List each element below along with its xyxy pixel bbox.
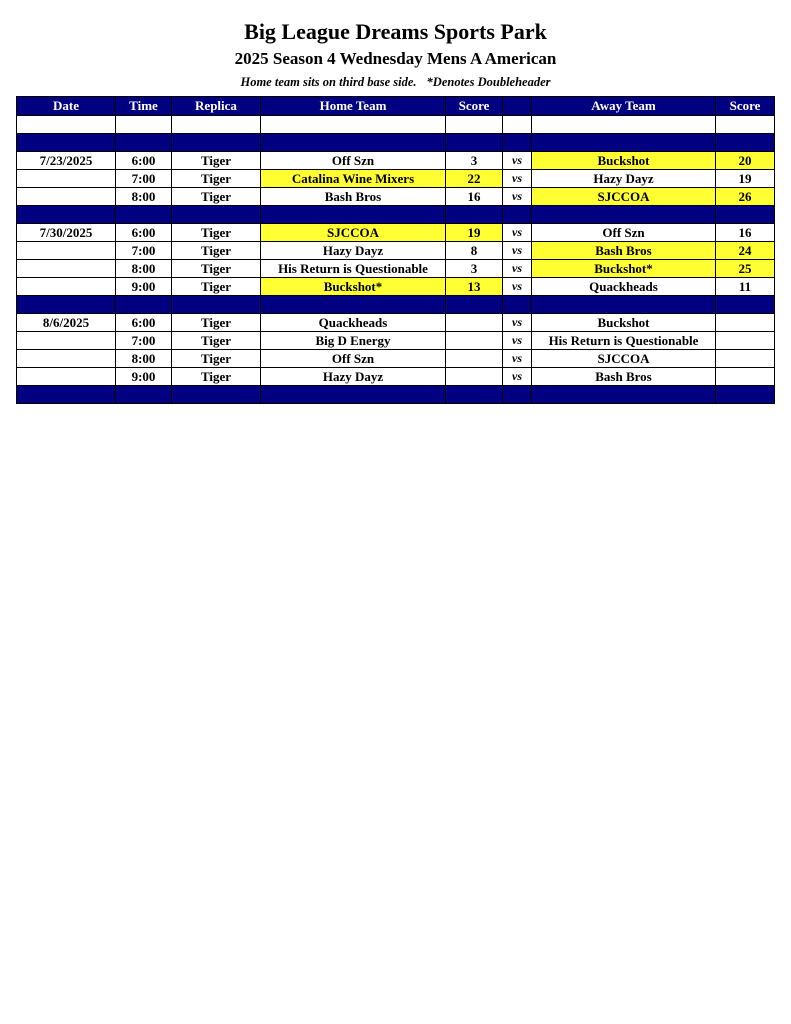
empty-cell [503,386,532,404]
game-time: 7:00 [116,170,172,188]
away-team: Buckshot* [532,260,716,278]
game-date [17,242,116,260]
empty-cell [446,206,503,224]
away-score: 24 [716,242,775,260]
game-date [17,350,116,368]
empty-cell [716,134,775,152]
game-time: 6:00 [116,314,172,332]
home-score: 22 [446,170,503,188]
away-score: 26 [716,188,775,206]
empty-cell [17,134,116,152]
home-team: SJCCOA [261,224,446,242]
home-team: Off Szn [261,350,446,368]
separator-row [17,296,775,314]
game-date [17,368,116,386]
home-team: Quackheads [261,314,446,332]
game-field: Tiger [172,242,261,260]
game-date [17,260,116,278]
game-row [17,278,775,296]
home-team: Hazy Dayz [261,368,446,386]
col-header-home-score: Score [446,97,503,116]
vs-label: vs [503,278,532,296]
home-team: His Return is Questionable [261,260,446,278]
away-score: 16 [716,224,775,242]
home-score [446,314,503,332]
away-team: Bash Bros [532,242,716,260]
game-time: 8:00 [116,188,172,206]
home-score: 3 [446,152,503,170]
vs-label: vs [503,224,532,242]
empty-cell [172,134,261,152]
game-time: 6:00 [116,224,172,242]
game-field: Tiger [172,350,261,368]
col-header-vs [503,97,532,116]
empty-cell [532,296,716,314]
page-header [0,18,791,90]
home-side-note: Home team sits on third base side. [240,75,417,89]
empty-cell [116,386,172,404]
game-row [17,368,775,386]
game-row [17,170,775,188]
blank-row [17,116,775,134]
home-team: Catalina Wine Mixers [261,170,446,188]
home-team: Hazy Dayz [261,242,446,260]
game-date: 7/23/2025 [17,152,116,170]
game-time: 8:00 [116,350,172,368]
schedule-note [0,74,791,90]
game-row [17,152,775,170]
away-score: 11 [716,278,775,296]
empty-cell [116,116,172,134]
vs-label: vs [503,152,532,170]
vs-label: vs [503,350,532,368]
empty-cell [261,134,446,152]
empty-cell [532,134,716,152]
away-team: SJCCOA [532,350,716,368]
game-field: Tiger [172,368,261,386]
away-team: Quackheads [532,278,716,296]
game-row [17,188,775,206]
home-team: Big D Energy [261,332,446,350]
game-field: Tiger [172,314,261,332]
empty-cell [116,134,172,152]
game-row [17,332,775,350]
game-field: Tiger [172,260,261,278]
header-row [17,97,775,116]
empty-cell [503,296,532,314]
home-score [446,332,503,350]
away-score: 19 [716,170,775,188]
empty-cell [503,134,532,152]
game-time: 8:00 [116,260,172,278]
empty-cell [261,116,446,134]
game-field: Tiger [172,332,261,350]
game-date [17,332,116,350]
col-header-replica: Replica [172,97,261,116]
empty-cell [532,386,716,404]
home-score: 13 [446,278,503,296]
game-row [17,314,775,332]
away-score [716,332,775,350]
separator-row [17,134,775,152]
game-row [17,350,775,368]
home-score: 19 [446,224,503,242]
game-date: 7/30/2025 [17,224,116,242]
empty-cell [17,386,116,404]
home-score [446,350,503,368]
game-row [17,260,775,278]
empty-cell [116,206,172,224]
game-time: 7:00 [116,332,172,350]
separator-row [17,386,775,404]
game-row [17,242,775,260]
game-field: Tiger [172,224,261,242]
home-team: Off Szn [261,152,446,170]
away-team: Hazy Dayz [532,170,716,188]
game-field: Tiger [172,152,261,170]
away-team: Buckshot [532,152,716,170]
empty-cell [172,296,261,314]
col-header-away-score: Score [716,97,775,116]
empty-cell [261,386,446,404]
game-field: Tiger [172,278,261,296]
empty-cell [532,116,716,134]
vs-label: vs [503,314,532,332]
home-score: 16 [446,188,503,206]
empty-cell [17,206,116,224]
empty-cell [446,296,503,314]
vs-label: vs [503,260,532,278]
col-header-date: Date [17,97,116,116]
vs-label: vs [503,242,532,260]
empty-cell [532,206,716,224]
home-score: 8 [446,242,503,260]
col-header-away-team: Away Team [532,97,716,116]
schedule-table [16,96,775,404]
empty-cell [716,296,775,314]
away-score [716,314,775,332]
vs-label: vs [503,332,532,350]
empty-cell [716,206,775,224]
empty-cell [172,206,261,224]
away-team: Bash Bros [532,368,716,386]
game-time: 6:00 [116,152,172,170]
league-subtitle: 2025 Season 4 Wednesday Mens A American [234,49,557,68]
away-team: His Return is Questionable [532,332,716,350]
home-team: Bash Bros [261,188,446,206]
empty-cell [716,116,775,134]
empty-cell [261,206,446,224]
away-score [716,350,775,368]
home-team: Buckshot* [261,278,446,296]
empty-cell [446,134,503,152]
vs-label: vs [503,368,532,386]
game-field: Tiger [172,188,261,206]
empty-cell [446,116,503,134]
col-header-time: Time [116,97,172,116]
empty-cell [261,296,446,314]
empty-cell [17,116,116,134]
away-team: SJCCOA [532,188,716,206]
separator-row [17,206,775,224]
game-time: 9:00 [116,368,172,386]
vs-label: vs [503,170,532,188]
empty-cell [172,116,261,134]
away-team: Buckshot [532,314,716,332]
away-score: 25 [716,260,775,278]
away-score: 20 [716,152,775,170]
away-score [716,368,775,386]
col-header-home-team: Home Team [261,97,446,116]
game-date [17,170,116,188]
empty-cell [116,296,172,314]
doubleheader-note: *Denotes Doubleheader [426,75,551,89]
game-row [17,224,775,242]
game-date: 8/6/2025 [17,314,116,332]
game-date [17,188,116,206]
empty-cell [503,116,532,134]
game-date [17,278,116,296]
home-score [446,368,503,386]
page-title: Big League Dreams Sports Park [244,19,547,44]
empty-cell [503,206,532,224]
empty-cell [446,386,503,404]
game-time: 7:00 [116,242,172,260]
empty-cell [172,386,261,404]
home-score: 3 [446,260,503,278]
away-team: Off Szn [532,224,716,242]
game-time: 9:00 [116,278,172,296]
vs-label: vs [503,188,532,206]
empty-cell [716,386,775,404]
game-field: Tiger [172,170,261,188]
schedule-body [17,116,775,404]
empty-cell [17,296,116,314]
